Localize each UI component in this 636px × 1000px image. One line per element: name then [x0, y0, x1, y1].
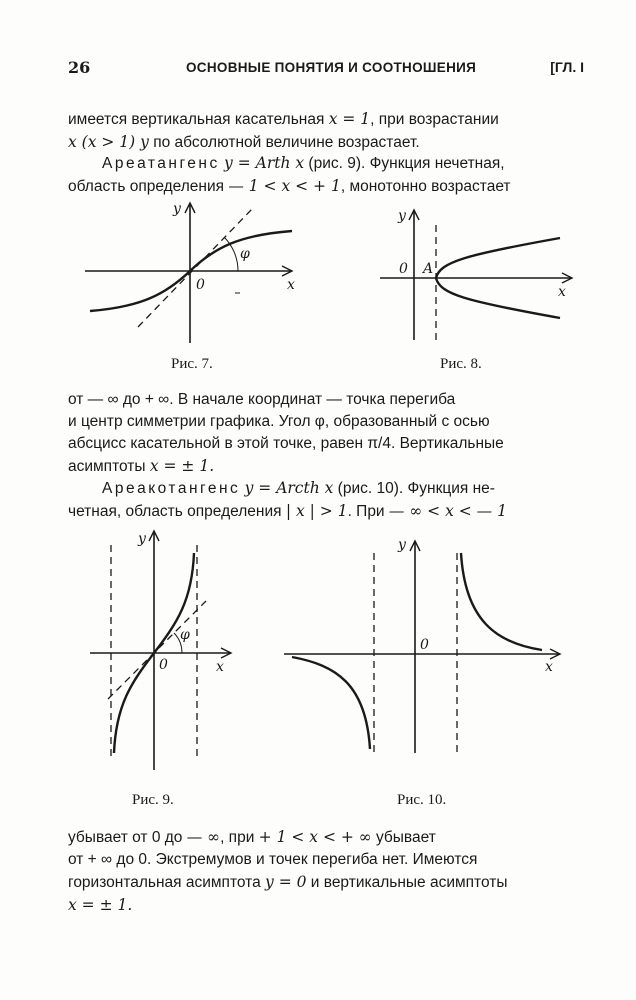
angle-label: φ [180, 627, 190, 643]
origin-label: 0 [420, 637, 429, 653]
chapter-label: [ГЛ. I [550, 59, 584, 75]
figure-7-caption: Рис. 7. [171, 356, 213, 372]
text-span: , при [220, 829, 259, 846]
figure-8-caption: Рис. 8. [440, 356, 482, 372]
y-axis-label: y [138, 531, 146, 547]
formula: y = Arth x [224, 154, 305, 172]
figure-7-graph [80, 195, 300, 350]
text-span: область определения [68, 178, 229, 195]
tangent-line [138, 209, 252, 327]
formula: y = 0 [265, 873, 307, 891]
figure-10-caption: Рис. 10. [397, 792, 447, 808]
figure-10-graph [280, 533, 570, 758]
formula: | x | > 1 [285, 502, 348, 520]
x-axis-label: x [216, 659, 224, 675]
figure-9-graph [86, 525, 236, 775]
formula: x (x > 1) y [68, 133, 149, 151]
page-number: 26 [68, 58, 91, 77]
text-span: убывает от 0 до [68, 829, 187, 846]
text-span: четная, область определения [68, 503, 286, 520]
term: Ареатангенс [102, 155, 220, 172]
text-span: и вертикальные асимптоты [306, 874, 508, 891]
text-span: имеется вертикальная касательная [68, 111, 329, 128]
text-span: по абсолютной величине возрастает. [148, 134, 420, 151]
left-branch [292, 657, 370, 749]
origin-label: 0 [196, 277, 205, 293]
angle-label: φ [240, 246, 250, 262]
figure-9-caption: Рис. 9. [132, 792, 174, 808]
lower-branch [436, 278, 560, 318]
paragraph-2 [68, 152, 588, 198]
text-line: и центр симметрии графика. Угол φ, образованный с осью [68, 413, 490, 430]
figure-8-graph [370, 200, 580, 350]
text-span: убывает [371, 829, 436, 846]
text-span: горизонтальная асимптота [68, 874, 266, 891]
term: Ареакотангенс [102, 480, 241, 497]
formula: — ∞ < x < — 1 [388, 502, 507, 520]
formula: y = Arcth x [244, 479, 334, 497]
point-a-label: A [423, 261, 434, 277]
paragraph-5 [68, 826, 588, 917]
running-title: ОСНОВНЫЕ ПОНЯТИЯ И СООТНОШЕНИЯ [186, 60, 477, 75]
text-span: , монотонно возрастает [340, 178, 511, 195]
formula: — 1 < x < + 1 [228, 177, 341, 195]
text-span: асимптоты [68, 458, 150, 475]
origin-label: 0 [399, 261, 408, 277]
x-axis-label: x [558, 284, 566, 300]
y-axis-label: y [398, 537, 406, 553]
text-span: , при возрастании [370, 111, 499, 128]
text-line: от + ∞ до 0. Экстремумов и точек перегиба нет. Имеются [68, 851, 478, 868]
paragraph-4 [68, 477, 588, 523]
x-axis-label: x [545, 659, 553, 675]
paragraph-1 [68, 108, 588, 154]
text-span: (рис. 10). Функция не- [333, 480, 495, 497]
formula: x = ± 1. [68, 896, 133, 914]
formula: — ∞ [186, 828, 221, 846]
paragraph-3 [68, 389, 588, 478]
y-axis-label: y [173, 201, 181, 217]
text-line: от — ∞ до + ∞. В начале координат — точка перегиба [68, 391, 456, 408]
formula: x = ± 1. [149, 457, 215, 475]
text-span: (рис. 9). Функция нечетная, [304, 155, 505, 172]
y-axis-label: y [398, 208, 406, 224]
text-line: абсцисс касательной в этой точке, равен π/4. Вертикальные [68, 435, 504, 452]
formula: x = 1 [328, 110, 371, 128]
x-axis-label: x [287, 277, 295, 293]
formula: + 1 < x < + ∞ [258, 828, 372, 846]
right-branch [461, 553, 542, 650]
origin-label: 0 [159, 657, 168, 673]
running-header [68, 58, 588, 82]
text-span: . При [347, 503, 389, 520]
upper-branch [436, 238, 560, 278]
